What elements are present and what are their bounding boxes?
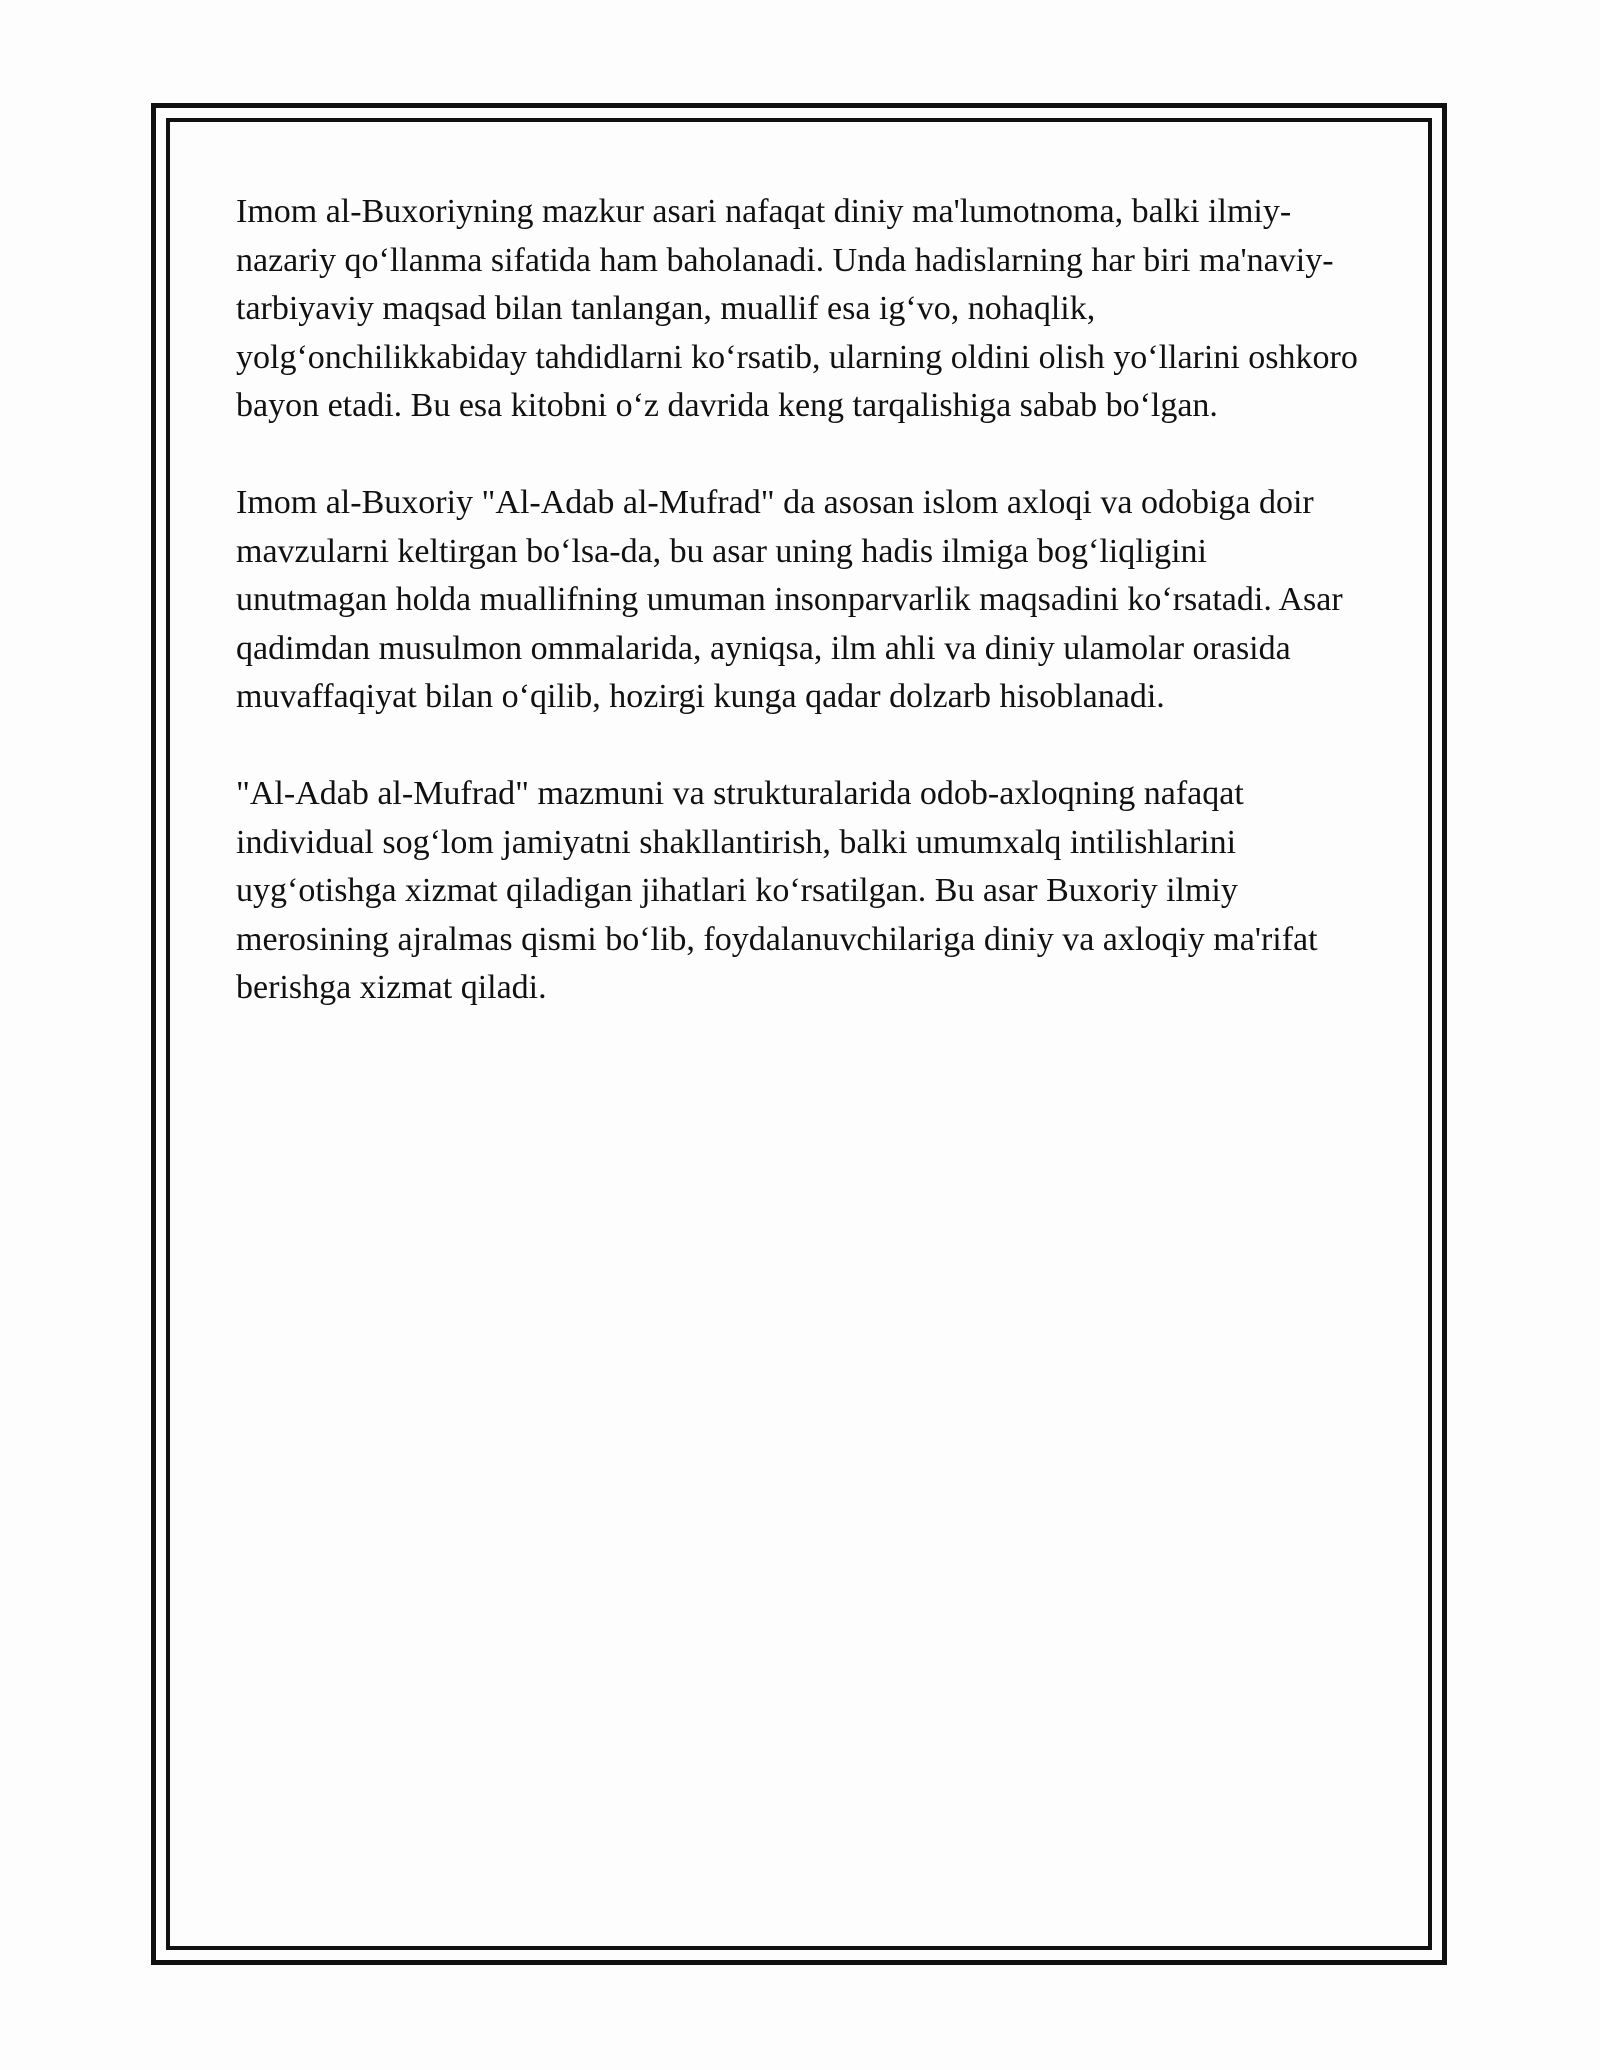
paragraph-1: Imom al-Buxoriyning mazkur asari nafaqat diniy ma'lumotnoma, balki ilmiy-nazariy qo‘llanma sifatida ham baholanadi. Unda hadislarning har biri ma'naviy-tarbiyaviy maqsad bilan tanlangan, muallif esa ig‘vo, nohaqlik, yolg‘onchilikkabiday tahdidlarni ko‘rsatib, ularning oldini olish yo‘llarini oshkoro bayon etadi. Bu esa kitobni o‘z davrida keng tarqalishiga sabab bo‘lgan. [236, 193, 1358, 424]
document-body [236, 188, 1361, 1061]
paragraph-3: "Al-Adab al-Mufrad" mazmuni va strukturalarida odob-axloqning nafaqat individual sog‘lom jamiyatni shakllantirish, balki umumxalq intilishlarini uyg‘otishga xizmat qiladigan jihatlari ko‘rsatilgan. Bu asar Buxoriy ilmiy merosining ajralmas qismi bo‘lib, foydalanuvchilariga diniy va axloqiy ma'rifat berishga xizmat qiladi. [236, 775, 1318, 1006]
paragraph-2: Imom al-Buxoriy "Al-Adab al-Mufrad" da asosan islom axloqi va odobiga doir mavzularni keltirgan bo‘lsa-da, bu asar uning hadis ilmiga bog‘liqligini unutmagan holda muallifning umuman insonparvarlik maqsadini ko‘rsatadi. Asar qadimdan musulmon ommalarida, ayniqsa, ilm ahli va diniy ulamolar orasida muvaffaqiyat bilan o‘qilib, hozirgi kunga qadar dolzarb hisoblanadi. [236, 484, 1343, 715]
